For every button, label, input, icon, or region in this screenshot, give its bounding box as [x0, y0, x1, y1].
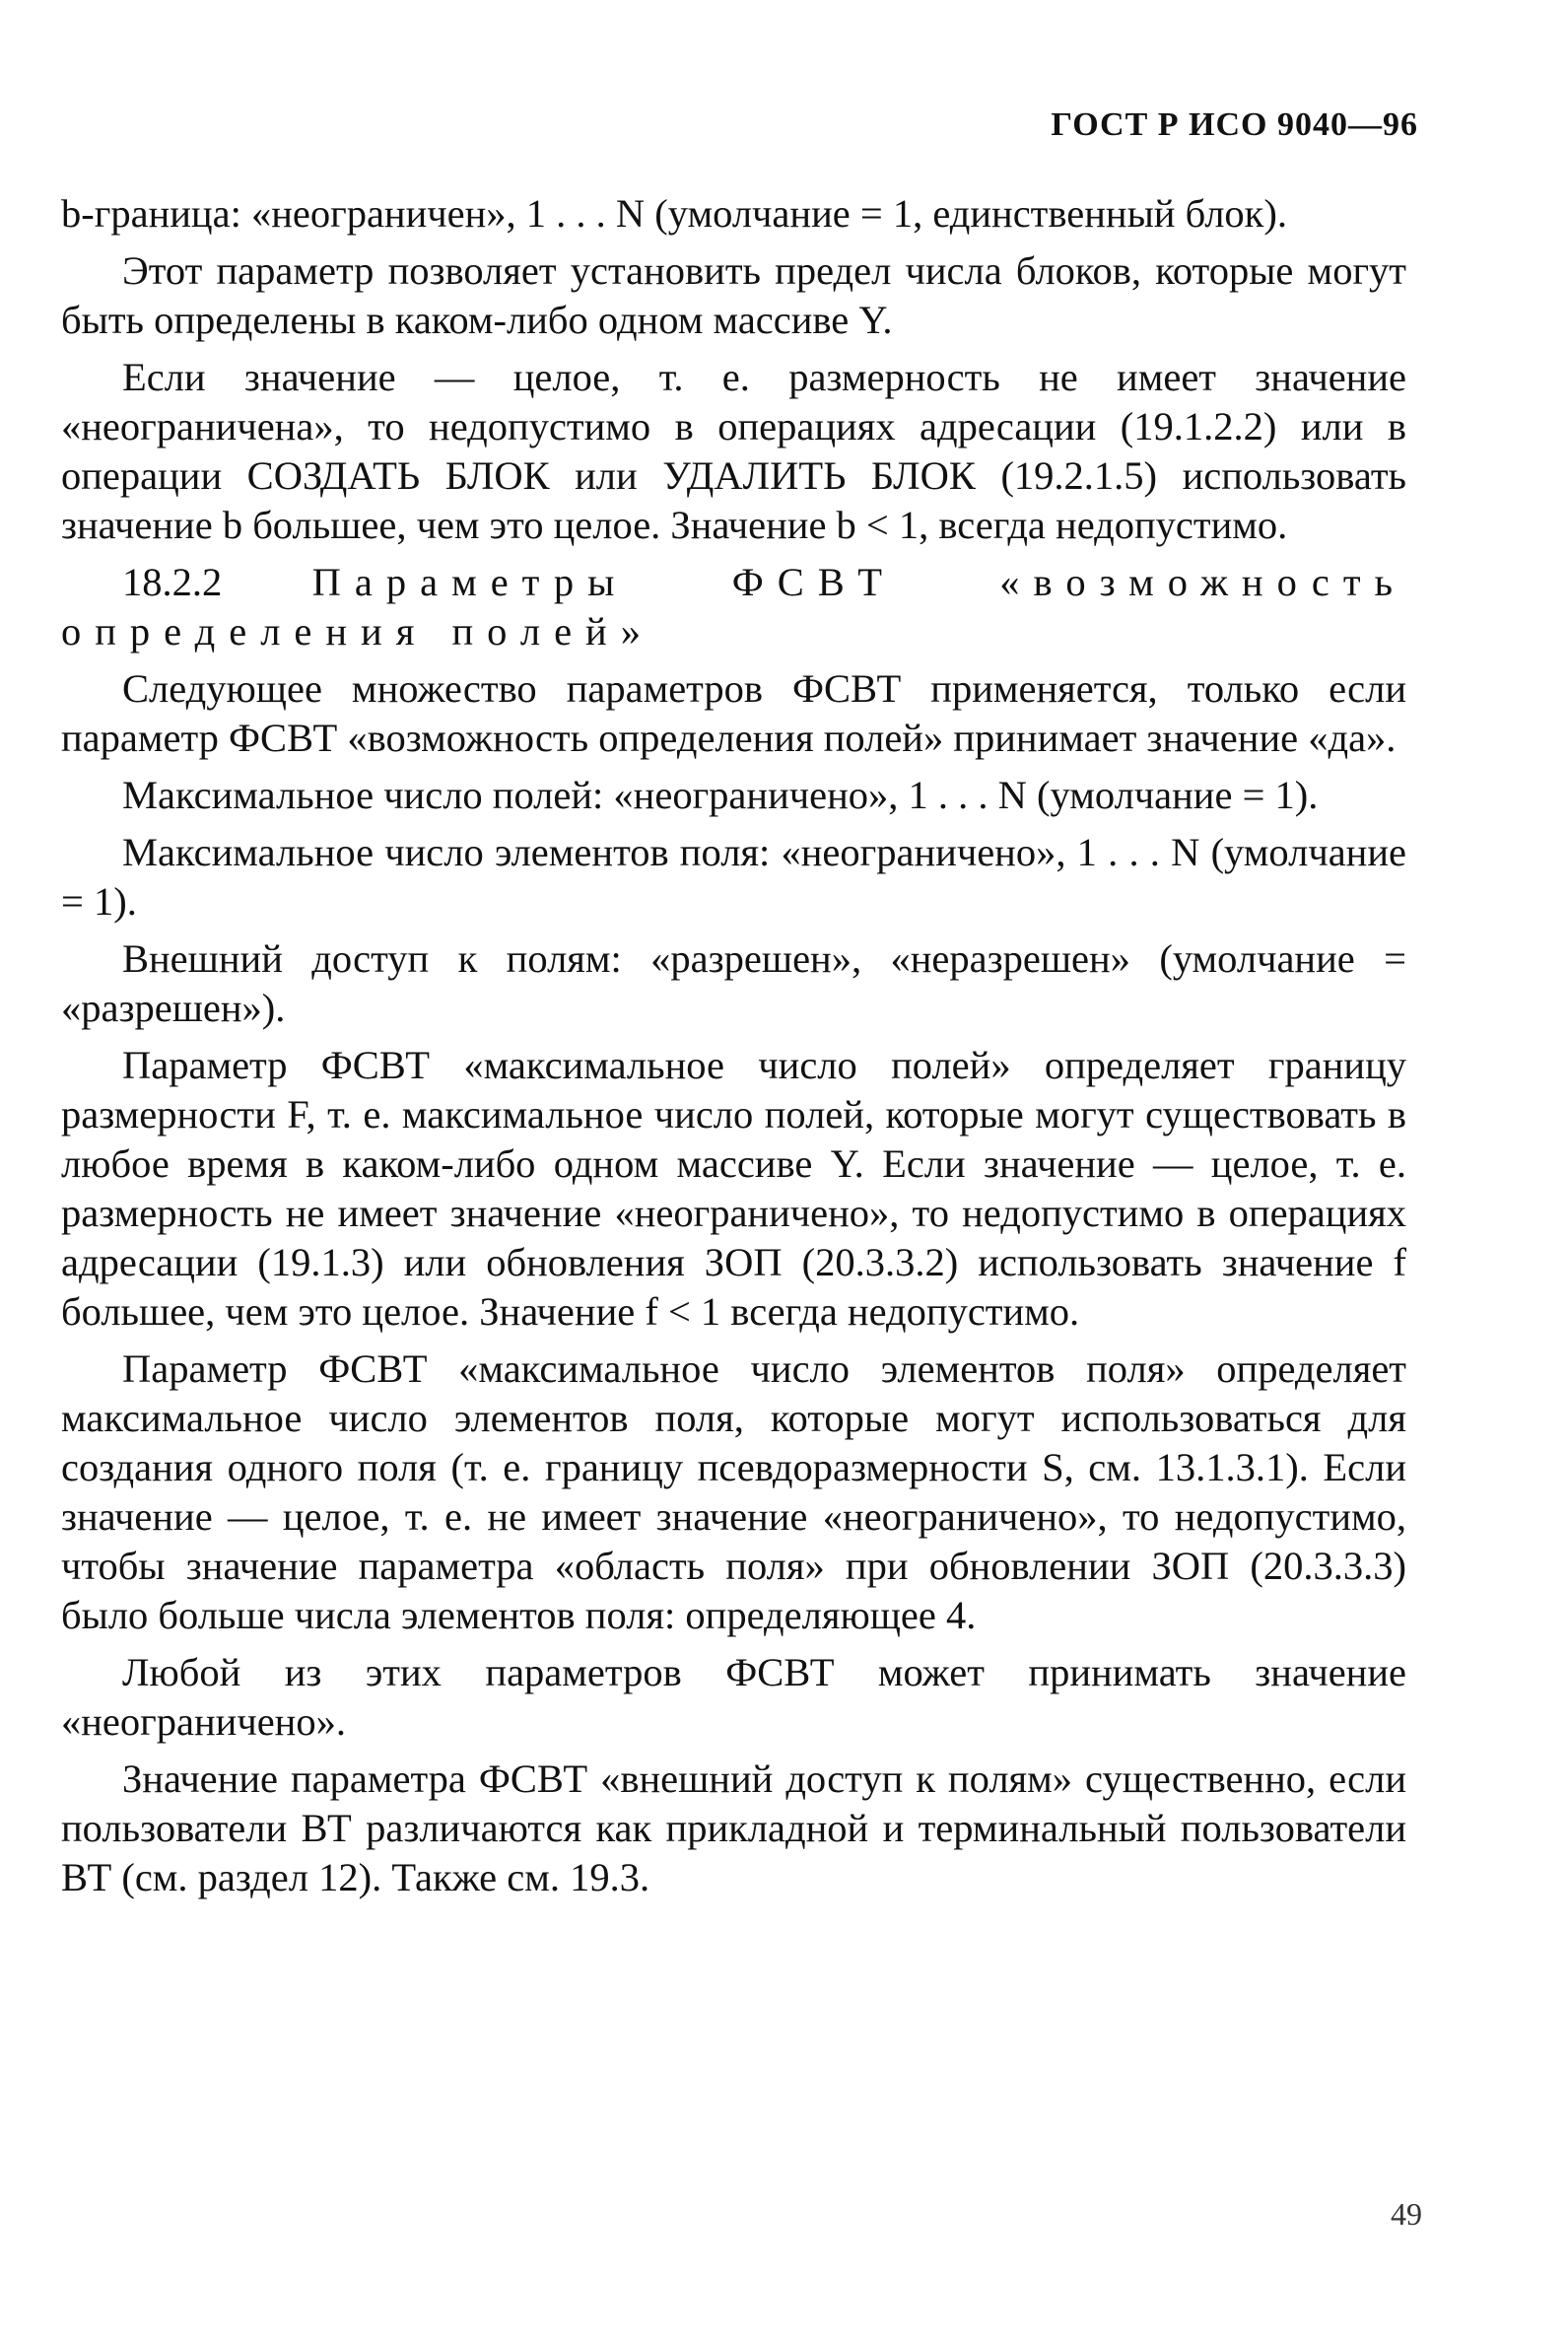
paragraph-integer-value: Если значение — целое, т. е. размерность не имеет значение «неограничена», то недопустимо в операциях адресации (19.1.2.2) или в операции СОЗДАТЬ БЛОК или УДАЛИТЬ БЛОК (19.2.1.5) использовать значение b большее, чем это целое. Значение b < 1, всегда недопустимо. — [61, 355, 1406, 547]
paragraph-max-elements-desc: Параметр ФСВТ «максимальное число элементов поля» определяет максимальное число элементов поля, которые могут использоваться для создания одного поля (т. е. границу псевдоразмерности S, см. 13.1.3.1). Если значение — целое, т. е. не имеет значение «неограничено», то недопустимо, чтобы значение параметра «область поля» при обновлении ЗОП (20.3.3.3) было больше числа элементов поля: определяющее 4. — [61, 1346, 1406, 1637]
paragraph-external-access: Внешний доступ к полям: «разрешен», «неразрешен» (умолчание = «разрешен»). — [61, 936, 1406, 1030]
page-number: 49 — [1391, 2196, 1422, 2232]
paragraph-b-boundary: b-граница: «неограничен», 1 . . . N (умолчание = 1, единственный блок). — [61, 191, 1287, 236]
paragraph-block-limit: Этот параметр позволяет установить предел числа блоков, которые могут быть определены в каком-либо одном массиве Y. — [61, 248, 1406, 342]
standard-header: ГОСТ Р ИСО 9040—96 — [1051, 106, 1418, 143]
section-title: Параметры ФСВТ «возможность определения полей» — [61, 560, 1407, 654]
paragraph-external-access-desc: Значение параметра ФСВТ «внешний доступ к полям» существенно, если пользователи ВТ различаются как прикладной и терминальный пользователи ВТ (см. раздел 12). Также см. 19.3. — [61, 1756, 1406, 1899]
paragraph-max-field-elements: Максимальное число элементов поля: «неограничено», 1 . . . N (умолчание = 1). — [61, 830, 1406, 924]
document-body — [61, 189, 1406, 1902]
paragraph-field-params: Следующее множество параметров ФСВТ применяется, только если параметр ФСВТ «возможность определения полей» принимает значение «да». — [61, 666, 1406, 760]
section-number: 18.2.2 — [122, 560, 223, 604]
paragraph-max-fields: Максимальное число полей: «неограничено», 1 . . . N (умолчание = 1). — [122, 773, 1319, 817]
paragraph-unlimited: Любой из этих параметров ФСВТ может принимать значение «неограничено». — [61, 1650, 1406, 1744]
paragraph-max-fields-desc: Параметр ФСВТ «максимальное число полей» определяет границу размерности F, т. е. максимальное число полей, которые могут существовать в любое время в каком-либо одном массиве Y. Если значение — целое, т. е. размерность не имеет значение «неограничено», то недопустимо в операциях адресации (19.1.3) или обновления ЗОП (20.3.3.2) использовать значение f большее, чем это целое. Значение f < 1 всегда недопустимо. — [61, 1043, 1406, 1334]
section-heading — [61, 558, 1406, 656]
